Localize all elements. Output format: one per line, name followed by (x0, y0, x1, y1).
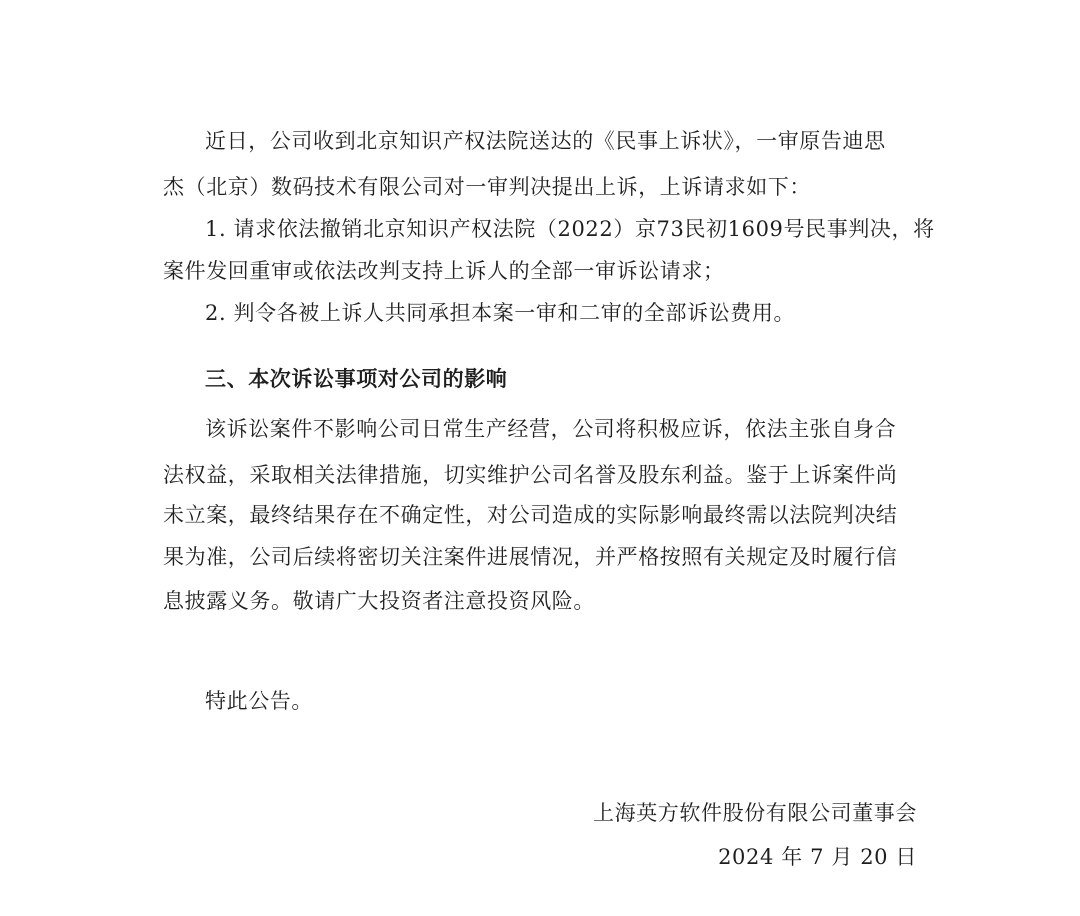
section-heading: 三、本次诉讼事项对公司的影响 (205, 366, 508, 391)
request-1-line-2: 案件发回重审或依法改判支持上诉人的全部一审诉讼请求； (163, 259, 725, 283)
impact-line-4: 果为准，公司后续将密切关注案件进展情况，并严格按照有关规定及时履行信 (163, 545, 898, 569)
impact-line-3: 未立案，最终结果存在不确定性，对公司造成的实际影响最终需以法院判决结 (163, 503, 898, 527)
impact-line-1: 该诉讼案件不影响公司日常生产经营，公司将积极应诉，依法主张自身合 (205, 417, 897, 441)
impact-line-2: 法权益，采取相关法律措施，切实维护公司名誉及股东利益。鉴于上诉案件尚 (163, 463, 898, 487)
signature-company: 上海英方软件股份有限公司董事会 (593, 801, 917, 825)
closing-text: 特此公告。 (205, 689, 313, 713)
signature-date: 2024 年 7 月 20 日 (718, 845, 917, 869)
intro-line-1: 近日，公司收到北京知识产权法院送达的《民事上诉状》，一审原告迪思 (205, 129, 886, 153)
request-2-line-1: 2. 判令各被上诉人共同承担本案一审和二审的全部诉讼费用。 (205, 301, 796, 325)
request-1-line-1: 1. 请求依法撤销北京知识产权法院（2022）京73民初1609号民事判决，将 (205, 217, 935, 241)
impact-line-5: 息披露义务。敬请广大投资者注意投资风险。 (163, 589, 595, 613)
intro-line-2: 杰（北京）数码技术有限公司对一审判决提出上诉，上诉请求如下： (163, 175, 811, 199)
